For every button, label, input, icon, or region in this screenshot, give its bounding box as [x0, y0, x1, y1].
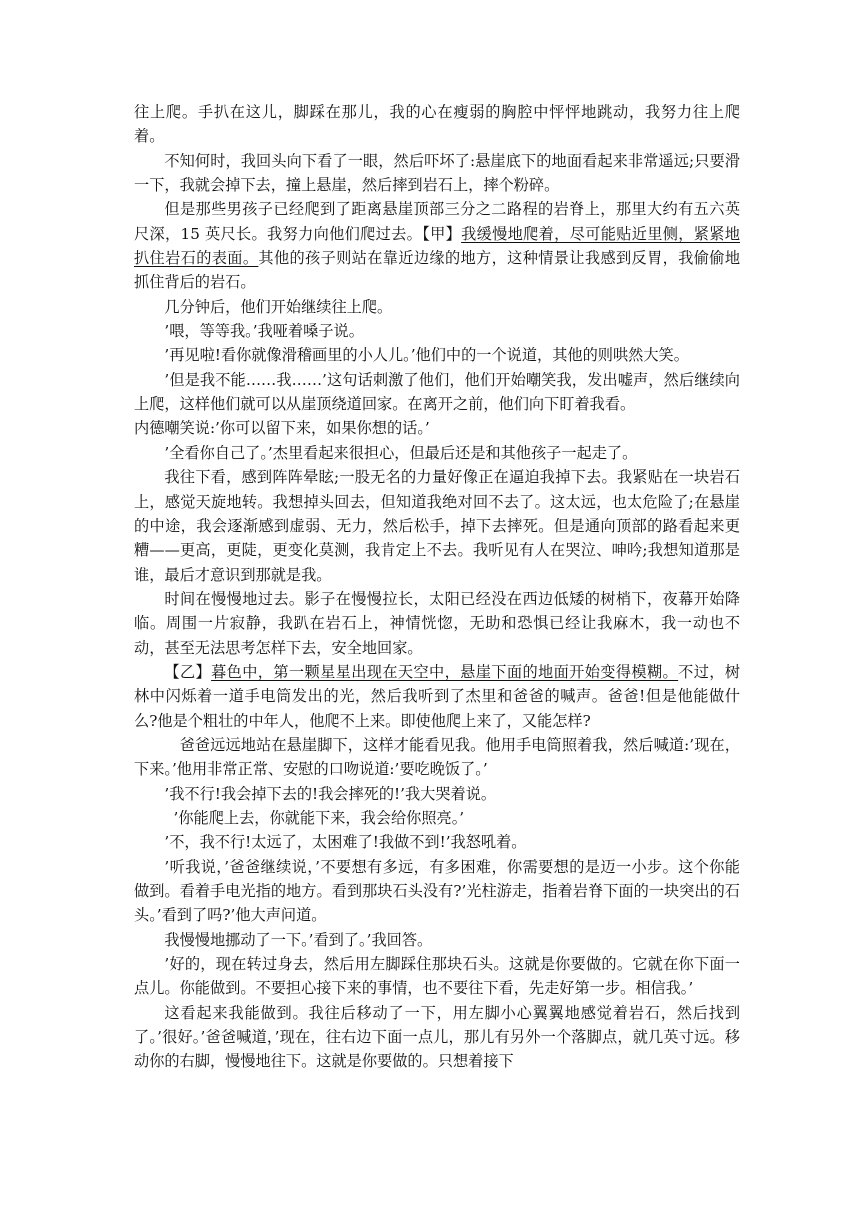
paragraph-3-after: 其他的孩子则站在靠近边缘的地方，这种情景让我感到反胃，我偷偷地抓住背后的岩石。: [134, 249, 741, 292]
paragraph-9: ’全看你自己了。’杰里看起来很担心，但最后还是和其他孩子一起走了。: [164, 443, 638, 462]
paragraph-15: ’你能爬上去，你就能下来，我会给你照亮。’: [173, 808, 465, 827]
underlined-sentence-yi: 暮色中，第一颗星星出现在天空中，悬崖下面的地面开始变得模糊。: [211, 662, 679, 681]
paragraph-7: ’但是我不能……我……’这句话刺激了他们，他们开始嘲笑我，发出嘘声，然后继续向上爬，这样他们就可以从崖顶绕道回家。在离开之前，他们向下盯着我看。: [134, 370, 740, 414]
paragraph-5: ’喂，等等我。’我哑着嗓子说。: [164, 322, 364, 341]
paragraph-10: 我往下看，感到阵阵晕眩;一股无名的力量好像正在逼迫我掉下去。我紧贴在一块岩石上，感觉天旋地转。我想掉头回去，但知道我绝对回不去了。这太远，也太危险了;在悬崖的中途，我会逐渐感到虚弱、无力，然后松手，掉下去摔死。但是通向顶部的路看起来更糟——更高，更陡，更变化莫测，我肯定上不去。我听见有人在哭泣、呻吟;我想知道那是谁，最后才意识到那就是我。: [134, 468, 740, 584]
paragraph-8: 内德嘲笑说:’你可以留下来，如果你想的话。’: [134, 419, 430, 438]
paragraph-11: 时间在慢慢地过去。影子在慢慢拉长，太阳已经没在西边低矮的树梢下，夜幕开始降临。周围一片寂静，我趴在岩石上，神情恍惚，无助和恐惧已经让我麻木，我一动也不动，甚至无法思考怎样下去，安全地回家。: [134, 589, 740, 657]
paragraph-12-marked-yi: [134, 660, 740, 733]
paragraph-13: 爸爸远远地站在悬崖脚下，这样才能看见我。他用手电筒照着我，然后喊道:’现在，下来。’他用非常正常、安慰的口吻说道:’要吃晚饭了。’: [134, 735, 740, 779]
paragraph-18: 我慢慢地挪动了一下。’看到了。’我回答。: [164, 930, 433, 949]
paragraph-3-marked-jia: [134, 197, 740, 294]
paragraph-1: 往上爬。手扒在这儿，脚踩在那儿，我的心在瘦弱的胸腔中怦怦地跳动，我努力往上爬着。: [134, 103, 740, 146]
paragraph-4: 几分钟后，他们开始继续往上爬。: [164, 297, 393, 316]
paragraph-16: ’不，我不行!太远了，太困难了!我做不到!’我怒吼着。: [164, 833, 527, 852]
paragraph-12-after: 不过，树林中闪烁着一道手电筒发出的光，然后我听到了杰里和爸爸的喊声。爸爸!但是他能做什么?他是个粗壮的中年人，他爬不上来。即使他爬上来了，又能怎样?: [134, 662, 741, 730]
underlined-sentence-jia: 我缓慢地爬着，尽可能贴近里侧，紧紧地扒住岩石的表面。: [134, 224, 740, 268]
paragraph-19: ’好的，现在转过身去，然后用左脚踩住那块石头。这就是你要做的。它就在你下面一点儿。你能做到。不要担心接下来的事情，也不要往下看，先走好第一步。相信我。’: [134, 955, 740, 998]
paragraph-6: ’再见啦!看你就像滑稽画里的小人儿。’他们中的一个说道，其他的则哄然大笑。: [164, 346, 689, 365]
paragraph-12-before: 【乙】: [164, 662, 212, 681]
paragraph-17: ’听我说，’爸爸继续说，’不要想有多远，有多困难，你需要想的是迈一小步。这个你能做到。看着手电光指的地方。看到那块石头没有?’光柱游走，指着岩脊下面的一块突出的石头。’看到了吗?’他大声问道。: [134, 857, 740, 925]
paragraph-2: 不知何时，我回头向下看了一眼，然后吓坏了:悬崖底下的地面看起来非常遥远;只要滑一下，我就会掉下去，撞上悬崖，然后摔到岩石上，摔个粉碎。: [134, 151, 740, 195]
paragraph-20: 这看起来我能做到。我往后移动了一下，用左脚小心翼翼地感觉着岩石，然后找到了。’很好。’爸爸喊道，’现在，往右边下面一点儿，那儿有另外一个落脚点，就几英寸远。移动你的右脚，慢慢地往下。这就是你要做的。只想着接下: [134, 1003, 740, 1071]
document-page: [134, 100, 740, 1074]
paragraph-14: ’我不行!我会掉下去的!我会摔死的!’我大哭着说。: [164, 784, 497, 803]
paragraph-3-before: 但是那些男孩子已经爬到了距离悬崖顶部三分之二路程的岩脊上，那里大约有五六英尺深，15 英尺长。我努力向他们爬过去。【甲】: [134, 200, 740, 243]
